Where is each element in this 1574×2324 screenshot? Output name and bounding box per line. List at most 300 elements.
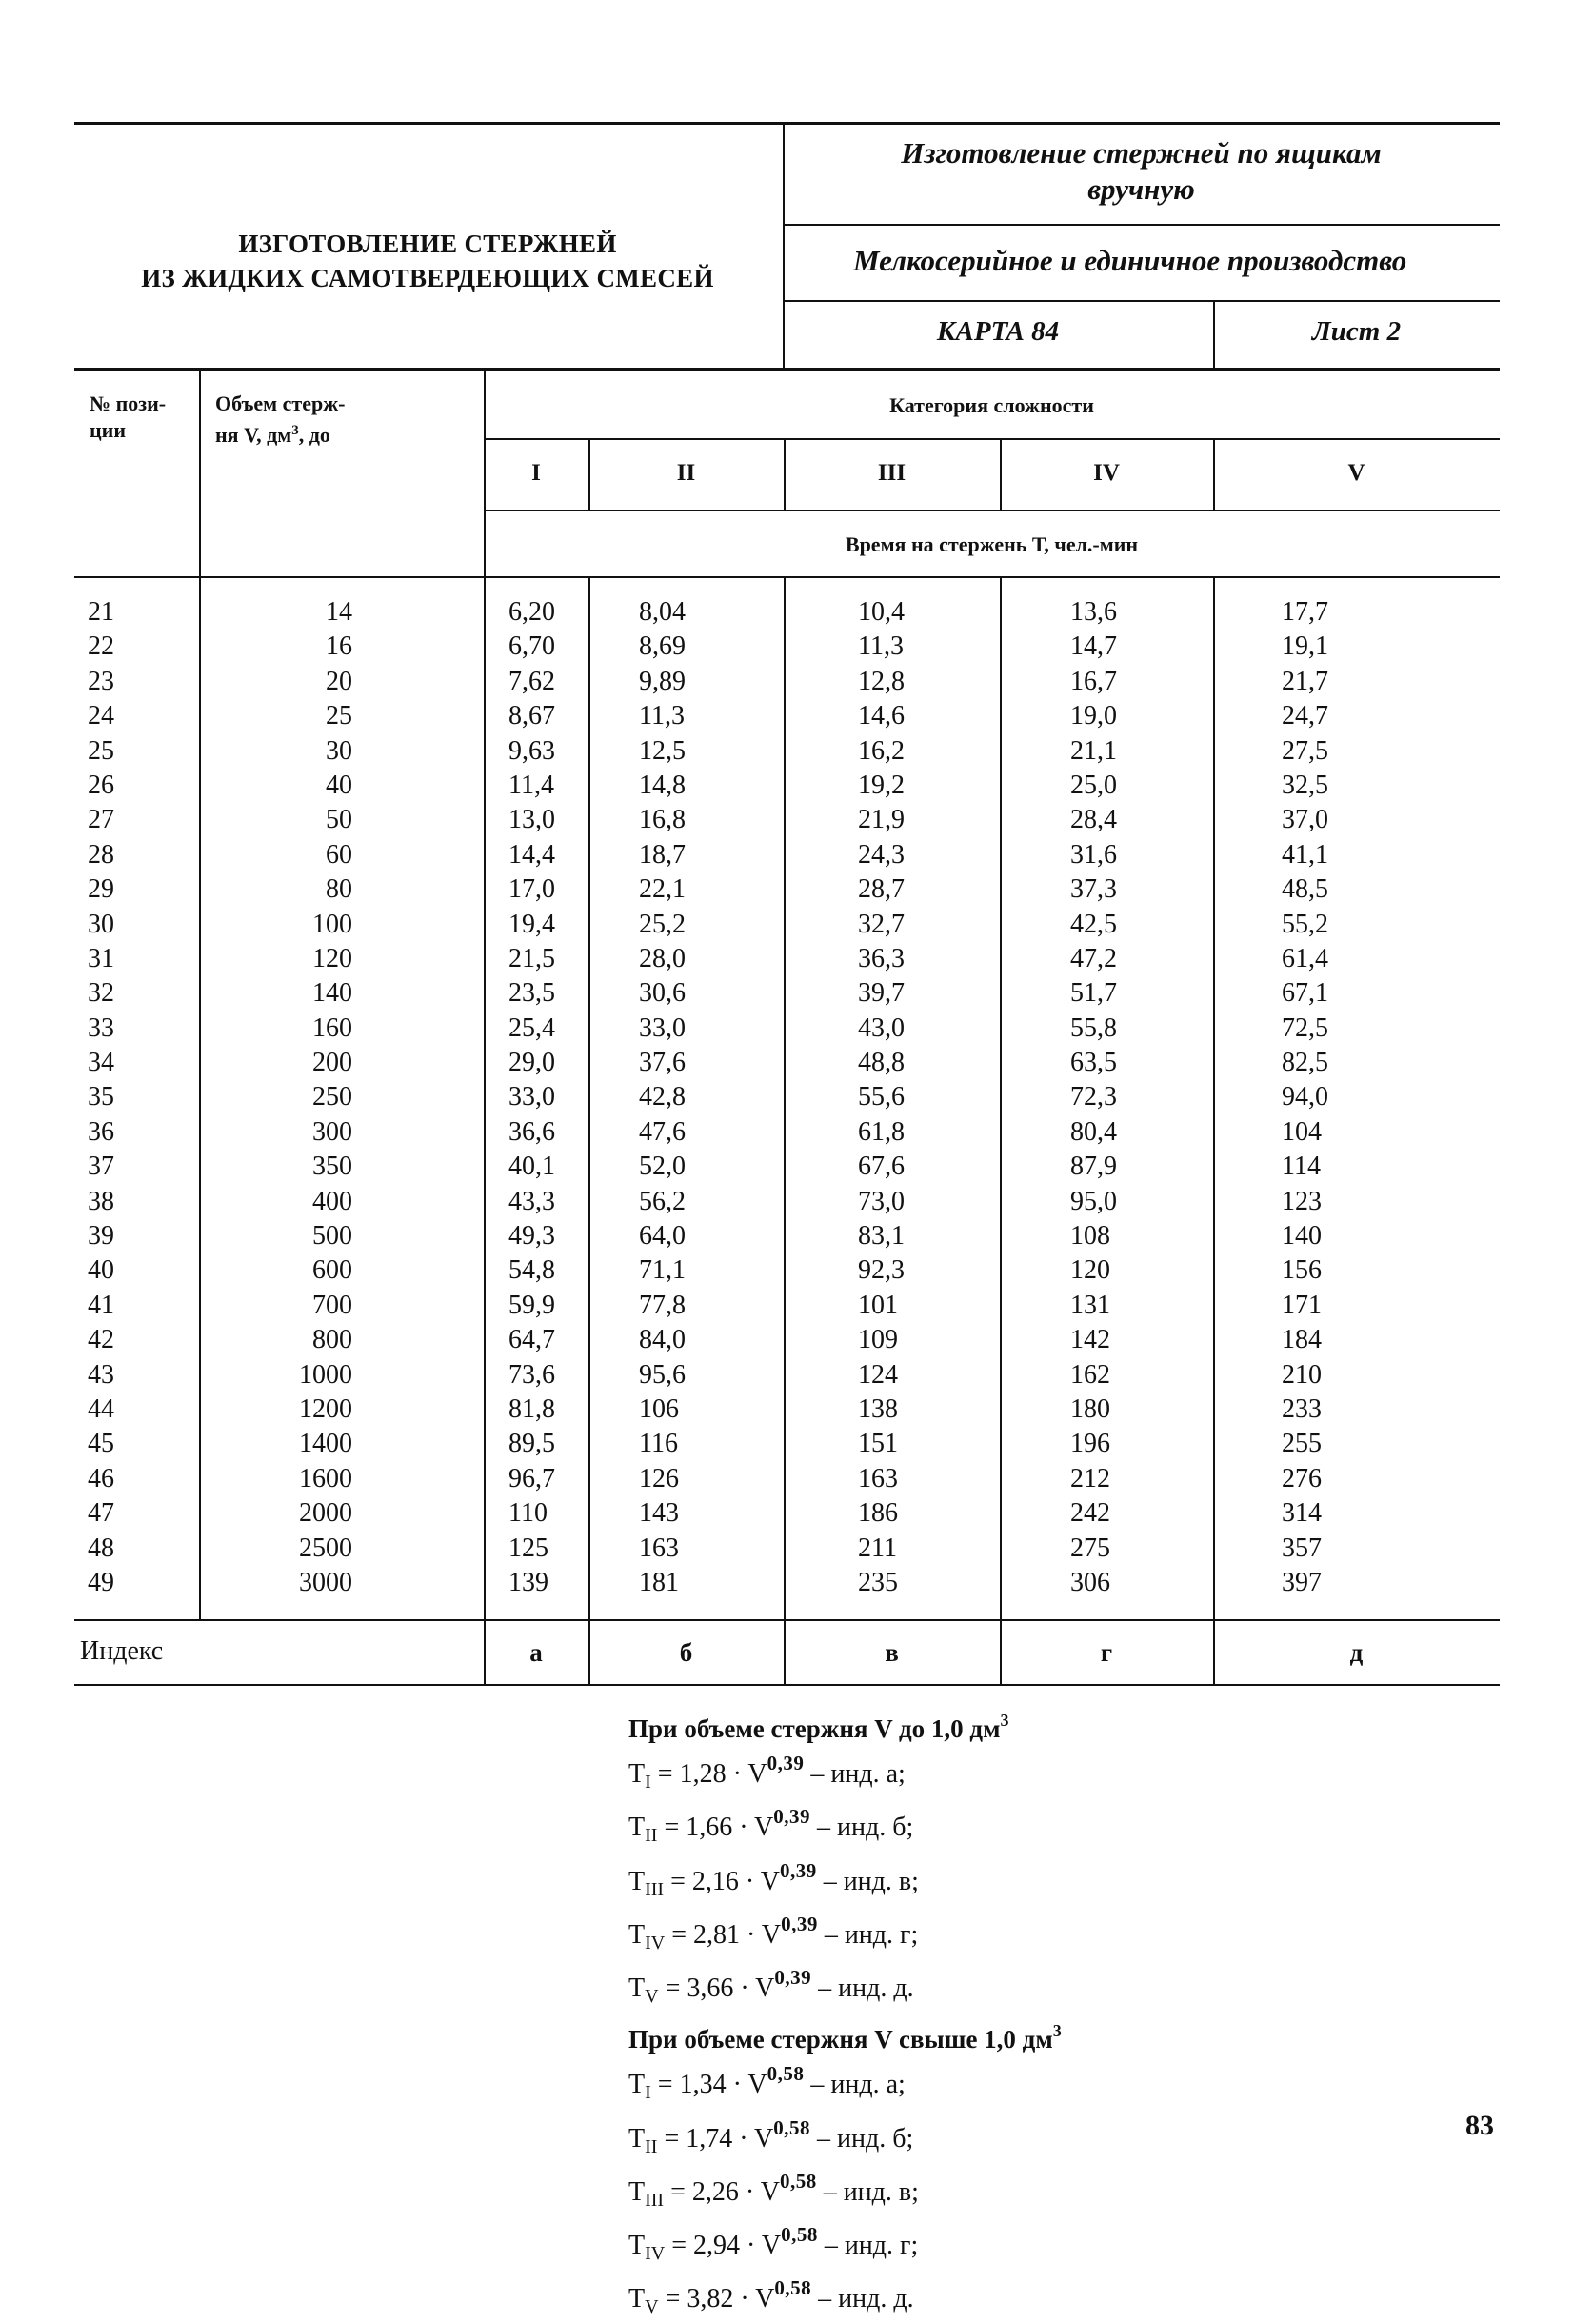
formula-exponent: 0,58 bbox=[781, 2223, 818, 2247]
category-label-5: V bbox=[1347, 460, 1365, 486]
volume-cell: 16 bbox=[326, 631, 352, 662]
formula-line bbox=[628, 1907, 1295, 1960]
formula-subscript: IV bbox=[645, 1932, 666, 1953]
index-label: Индекс bbox=[80, 1636, 164, 1666]
time-cell-I: 29,0 bbox=[508, 1048, 555, 1078]
volume-cell: 100 bbox=[312, 909, 352, 939]
formula-coefficient: = 1,66 · V bbox=[657, 1813, 774, 1843]
time-cell-IV: 162 bbox=[1070, 1359, 1110, 1390]
time-cell-III: 19,2 bbox=[858, 770, 905, 800]
formulas-header-large-text: При объеме стержня V свыше 1,0 дм bbox=[628, 2025, 1053, 2054]
formula-subscript: IV bbox=[645, 2243, 666, 2265]
volume-cell: 1600 bbox=[299, 1463, 352, 1493]
time-cell-V: 24,7 bbox=[1282, 701, 1328, 731]
time-cell-IV: 72,3 bbox=[1070, 1082, 1117, 1112]
time-cell-III: 55,6 bbox=[858, 1082, 905, 1112]
time-cell-II: 56,2 bbox=[639, 1186, 686, 1216]
time-cell-I: 14,4 bbox=[508, 839, 555, 870]
time-cell-V: 314 bbox=[1282, 1498, 1322, 1529]
time-cell-III: 24,3 bbox=[858, 839, 905, 870]
volume-cell: 700 bbox=[312, 1290, 352, 1320]
col-header-volume-line2 bbox=[215, 417, 346, 449]
time-cell-IV: 31,6 bbox=[1070, 839, 1117, 870]
volume-cell: 40 bbox=[326, 770, 352, 800]
time-cell-II: 71,1 bbox=[639, 1255, 686, 1286]
time-cell-I: 110 bbox=[508, 1498, 548, 1529]
time-cell-I: 33,0 bbox=[508, 1082, 555, 1112]
main-title-line2: ИЗ ЖИДКИХ САМОТВЕРДЕЮЩИХ СМЕСЕЙ bbox=[141, 264, 714, 292]
cat-III-column bbox=[858, 595, 953, 1600]
time-cell-IV: 28,4 bbox=[1070, 805, 1117, 835]
time-cell-I: 43,3 bbox=[508, 1186, 555, 1216]
position-cell: 43 bbox=[88, 1359, 114, 1390]
position-cell: 38 bbox=[88, 1186, 114, 1216]
time-cell-III: 138 bbox=[858, 1393, 898, 1424]
volume-cell: 160 bbox=[312, 1012, 352, 1043]
time-cell-V: 94,0 bbox=[1282, 1082, 1328, 1112]
time-cell-I: 139 bbox=[508, 1567, 548, 1597]
time-cell-III: 12,8 bbox=[858, 666, 905, 696]
volume-cell: 1000 bbox=[299, 1359, 352, 1390]
time-cell-II: 181 bbox=[639, 1567, 679, 1597]
formula-line bbox=[628, 2056, 1295, 2110]
formulas-header-large bbox=[628, 2013, 1295, 2056]
roman-rule bbox=[484, 510, 1500, 511]
col-divider-volume bbox=[484, 368, 486, 1684]
time-cell-I: 25,4 bbox=[508, 1012, 555, 1043]
index-value-4: г bbox=[1100, 1638, 1113, 1667]
formulas-header-small bbox=[628, 1703, 1295, 1746]
volume-cell: 250 bbox=[312, 1082, 352, 1112]
time-cell-V: 61,4 bbox=[1282, 943, 1328, 973]
position-cell: 24 bbox=[88, 701, 114, 731]
time-cell-IV: 180 bbox=[1070, 1393, 1110, 1424]
time-cell-II: 9,89 bbox=[639, 666, 686, 696]
time-cell-IV: 21,1 bbox=[1070, 735, 1117, 766]
formulas-header-large-sup: 3 bbox=[1052, 2021, 1062, 2041]
formulas-header-small-text: При объеме стержня V до 1,0 дм bbox=[628, 1714, 1001, 1743]
position-cell: 48 bbox=[88, 1533, 114, 1563]
time-cell-III: 101 bbox=[858, 1290, 898, 1320]
table-top-rule bbox=[74, 368, 1500, 371]
time-cell-I: 36,6 bbox=[508, 1116, 555, 1147]
formula-coefficient: = 3,66 · V bbox=[658, 1973, 775, 2004]
time-cell-III: 28,7 bbox=[858, 874, 905, 905]
position-cell: 31 bbox=[88, 943, 114, 973]
time-cell-I: 19,4 bbox=[508, 909, 555, 939]
time-cell-I: 17,0 bbox=[508, 874, 555, 905]
time-cell-V: 48,5 bbox=[1282, 874, 1328, 905]
formula-index: – инд. г; bbox=[817, 1919, 919, 1950]
time-cell-III: 32,7 bbox=[858, 909, 905, 939]
formula-subscript: II bbox=[645, 2135, 658, 2157]
formula-subscript: I bbox=[645, 1772, 651, 1793]
position-cell: 46 bbox=[88, 1463, 114, 1493]
position-cell: 37 bbox=[88, 1152, 114, 1182]
time-cell-V: 171 bbox=[1282, 1290, 1322, 1320]
position-cell: 34 bbox=[88, 1048, 114, 1078]
time-cell-V: 123 bbox=[1282, 1186, 1322, 1216]
col-header-position-line1: № пози- bbox=[90, 391, 167, 415]
volume-cell: 140 bbox=[312, 978, 352, 1009]
position-cell: 21 bbox=[88, 597, 114, 627]
index-value-3: в bbox=[885, 1638, 899, 1667]
time-cell-IV: 51,7 bbox=[1070, 978, 1117, 1009]
formula-line bbox=[628, 2271, 1295, 2324]
time-cell-V: 210 bbox=[1282, 1359, 1322, 1390]
formula-index: – инд. в; bbox=[816, 1866, 919, 1896]
time-cell-III: 163 bbox=[858, 1463, 898, 1493]
index-value-5: д bbox=[1349, 1638, 1364, 1667]
formula-line bbox=[628, 1853, 1295, 1907]
position-cell: 28 bbox=[88, 839, 114, 870]
time-cell-III: 109 bbox=[858, 1325, 898, 1355]
time-cell-II: 42,8 bbox=[639, 1082, 686, 1112]
volume-cell: 400 bbox=[312, 1186, 352, 1216]
time-cell-II: 47,6 bbox=[639, 1116, 686, 1147]
time-cell-I: 96,7 bbox=[508, 1463, 555, 1493]
card-number: КАРТА 84 bbox=[936, 316, 1060, 347]
formula-exponent: 0,58 bbox=[773, 2115, 811, 2139]
formula-line bbox=[628, 2111, 1295, 2164]
time-cell-I: 7,62 bbox=[508, 666, 555, 696]
cat-IV-column bbox=[1070, 595, 1166, 1600]
position-cell: 22 bbox=[88, 631, 114, 662]
time-cell-IV: 120 bbox=[1070, 1255, 1110, 1286]
time-cell-I: 11,4 bbox=[508, 770, 554, 800]
formulas-large-list bbox=[628, 2056, 1295, 2324]
time-cell-I: 23,5 bbox=[508, 978, 555, 1009]
formula-index: – инд. б; bbox=[810, 2123, 914, 2154]
position-cell: 25 bbox=[88, 735, 114, 766]
position-cell: 35 bbox=[88, 1082, 114, 1112]
time-cell-II: 8,04 bbox=[639, 597, 686, 627]
time-cell-IV: 25,0 bbox=[1070, 770, 1117, 800]
position-cell: 27 bbox=[88, 805, 114, 835]
time-cell-I: 9,63 bbox=[508, 735, 555, 766]
volume-cell: 1200 bbox=[299, 1393, 352, 1424]
time-cell-IV: 47,2 bbox=[1070, 943, 1117, 973]
time-cell-II: 84,0 bbox=[639, 1325, 686, 1355]
formula-exponent: 0,58 bbox=[779, 2169, 817, 2193]
formula-subscript: I bbox=[645, 2082, 651, 2104]
position-cell: 39 bbox=[88, 1221, 114, 1252]
time-cell-II: 14,8 bbox=[639, 770, 686, 800]
position-cell: 44 bbox=[88, 1393, 114, 1424]
time-cell-III: 10,4 bbox=[858, 597, 905, 627]
volume-cell: 1400 bbox=[299, 1429, 352, 1459]
time-cell-V: 21,7 bbox=[1282, 666, 1328, 696]
time-cell-I: 21,5 bbox=[508, 943, 555, 973]
time-cell-III: 48,8 bbox=[858, 1048, 905, 1078]
time-cell-V: 19,1 bbox=[1282, 631, 1328, 662]
volume-cell: 2000 bbox=[299, 1498, 352, 1529]
formula-subscript: V bbox=[645, 1986, 659, 2008]
volume-cell: 2500 bbox=[299, 1533, 352, 1563]
formula-line bbox=[628, 1746, 1295, 1799]
formula-exponent: 0,39 bbox=[773, 1805, 811, 1829]
time-cell-II: 18,7 bbox=[639, 839, 686, 870]
volume-cell: 600 bbox=[312, 1255, 352, 1286]
formula-exponent: 0,58 bbox=[767, 2062, 805, 2086]
time-cell-III: 43,0 bbox=[858, 1012, 905, 1043]
formula-symbol: T bbox=[628, 1759, 646, 1790]
time-cell-V: 184 bbox=[1282, 1325, 1322, 1355]
time-cell-III: 21,9 bbox=[858, 805, 905, 835]
formulas-block bbox=[628, 1703, 1295, 2324]
time-cell-IV: 108 bbox=[1070, 1221, 1110, 1252]
time-cell-V: 41,1 bbox=[1282, 839, 1328, 870]
formula-index: – инд. г; bbox=[817, 2231, 919, 2261]
formula-coefficient: = 1,34 · V bbox=[650, 2070, 767, 2100]
time-cell-IV: 142 bbox=[1070, 1325, 1110, 1355]
time-cell-III: 61,8 bbox=[858, 1116, 905, 1147]
time-cell-II: 37,6 bbox=[639, 1048, 686, 1078]
formula-symbol: T bbox=[628, 1813, 646, 1843]
time-cell-IV: 306 bbox=[1070, 1567, 1110, 1597]
formula-exponent: 0,39 bbox=[781, 1912, 818, 1935]
col-header-volume-unit: ня V, дм bbox=[215, 423, 292, 447]
header-rule-2 bbox=[783, 300, 1500, 302]
time-cell-IV: 63,5 bbox=[1070, 1048, 1117, 1078]
time-cell-II: 64,0 bbox=[639, 1221, 686, 1252]
formula-exponent: 0,39 bbox=[779, 1858, 817, 1882]
formula-line bbox=[628, 1960, 1295, 2013]
time-cell-IV: 275 bbox=[1070, 1533, 1110, 1563]
formula-index: – инд. д. bbox=[811, 2284, 914, 2314]
formula-line bbox=[628, 1799, 1295, 1853]
formulas-small-list bbox=[628, 1746, 1295, 2013]
col-divider-I-body bbox=[588, 576, 590, 1684]
col-header-volume-line1: Объем стерж- bbox=[215, 391, 346, 415]
formula-coefficient: = 1,74 · V bbox=[657, 2123, 774, 2154]
col-divider-IV-body bbox=[1213, 576, 1215, 1684]
volume-cell: 25 bbox=[326, 701, 352, 731]
time-cell-V: 233 bbox=[1282, 1393, 1322, 1424]
time-cell-I: 54,8 bbox=[508, 1255, 555, 1286]
time-cell-III: 16,2 bbox=[858, 735, 905, 766]
time-cell-I: 49,3 bbox=[508, 1221, 555, 1252]
cat-V-column bbox=[1282, 595, 1377, 1600]
time-cell-II: 116 bbox=[639, 1429, 678, 1459]
time-cell-III: 67,6 bbox=[858, 1152, 905, 1182]
volume-cell: 300 bbox=[312, 1116, 352, 1147]
position-cell: 23 bbox=[88, 666, 114, 696]
production-type: Мелкосерийное и единичное производство bbox=[853, 244, 1407, 277]
formula-symbol: T bbox=[628, 1919, 646, 1950]
formula-exponent: 0,39 bbox=[767, 1752, 805, 1775]
time-cell-I: 6,20 bbox=[508, 597, 555, 627]
time-cell-II: 106 bbox=[639, 1393, 679, 1424]
category-header: Категория сложности bbox=[889, 393, 1094, 417]
time-cell-V: 156 bbox=[1282, 1255, 1322, 1286]
formula-index: – инд. а; bbox=[804, 2070, 906, 2100]
position-cell: 49 bbox=[88, 1567, 114, 1597]
process-title bbox=[783, 135, 1500, 208]
time-cell-III: 83,1 bbox=[858, 1221, 905, 1252]
time-cell-V: 67,1 bbox=[1282, 978, 1328, 1009]
formula-symbol: T bbox=[628, 2123, 646, 2154]
formula-index: – инд. д. bbox=[811, 1973, 914, 2004]
position-cell: 30 bbox=[88, 909, 114, 939]
category-rule bbox=[484, 438, 1500, 440]
time-cell-IV: 14,7 bbox=[1070, 631, 1117, 662]
time-cell-I: 73,6 bbox=[508, 1359, 555, 1390]
formula-symbol: T bbox=[628, 2284, 646, 2314]
col-divider-II-body bbox=[784, 576, 786, 1684]
time-cell-II: 52,0 bbox=[639, 1152, 686, 1182]
time-cell-IV: 13,6 bbox=[1070, 597, 1117, 627]
formula-coefficient: = 1,28 · V bbox=[650, 1759, 767, 1790]
time-cell-II: 126 bbox=[639, 1463, 679, 1493]
time-cell-III: 39,7 bbox=[858, 978, 905, 1009]
col-header-position-line2: ции bbox=[90, 418, 127, 442]
top-rule bbox=[74, 122, 1500, 125]
time-cell-III: 92,3 bbox=[858, 1255, 905, 1286]
time-cell-II: 12,5 bbox=[639, 735, 686, 766]
position-cell: 47 bbox=[88, 1498, 114, 1529]
time-cell-I: 81,8 bbox=[508, 1393, 555, 1424]
time-cell-I: 8,67 bbox=[508, 701, 555, 731]
time-cell-I: 6,70 bbox=[508, 631, 555, 662]
time-cell-II: 77,8 bbox=[639, 1290, 686, 1320]
time-cell-II: 8,69 bbox=[639, 631, 686, 662]
formula-coefficient: = 2,81 · V bbox=[665, 1919, 782, 1950]
formula-coefficient: = 2,94 · V bbox=[665, 2231, 782, 2261]
time-cell-III: 14,6 bbox=[858, 701, 905, 731]
formula-subscript: II bbox=[645, 1825, 658, 1847]
process-title-line2: вручную bbox=[1087, 172, 1195, 206]
position-cell: 33 bbox=[88, 1012, 114, 1043]
volume-cell: 80 bbox=[326, 874, 352, 905]
category-label-3: III bbox=[877, 460, 907, 486]
volume-cell: 120 bbox=[312, 943, 352, 973]
position-cell: 32 bbox=[88, 978, 114, 1009]
time-cell-V: 276 bbox=[1282, 1463, 1322, 1493]
position-cell: 26 bbox=[88, 770, 114, 800]
main-title-line1: ИЗГОТОВЛЕНИЕ СТЕРЖНЕЙ bbox=[238, 230, 617, 258]
volume-cell: 200 bbox=[312, 1048, 352, 1078]
volumes-column bbox=[267, 595, 352, 1600]
index-value-2: б bbox=[679, 1638, 693, 1667]
time-cell-V: 72,5 bbox=[1282, 1012, 1328, 1043]
time-cell-II: 95,6 bbox=[639, 1359, 686, 1390]
time-cell-III: 36,3 bbox=[858, 943, 905, 973]
time-cell-IV: 16,7 bbox=[1070, 666, 1117, 696]
formula-symbol: T bbox=[628, 1973, 646, 2004]
main-title bbox=[74, 227, 781, 295]
col-divider-position bbox=[199, 368, 201, 1619]
time-cell-II: 30,6 bbox=[639, 978, 686, 1009]
formula-subscript: V bbox=[645, 2296, 659, 2318]
time-cell-II: 143 bbox=[639, 1498, 679, 1529]
col-header-volume-unit-sup: 3 bbox=[291, 423, 299, 438]
time-cell-IV: 95,0 bbox=[1070, 1186, 1117, 1216]
time-cell-IV: 80,4 bbox=[1070, 1116, 1117, 1147]
time-cell-I: 89,5 bbox=[508, 1429, 555, 1459]
volume-cell: 3000 bbox=[299, 1567, 352, 1597]
col-divider-III-body bbox=[1000, 576, 1002, 1684]
time-cell-V: 357 bbox=[1282, 1533, 1322, 1563]
time-cell-IV: 242 bbox=[1070, 1498, 1110, 1529]
position-cell: 41 bbox=[88, 1290, 114, 1320]
cat-I-column bbox=[508, 595, 585, 1600]
index-value-1: а bbox=[529, 1638, 543, 1667]
position-cell: 36 bbox=[88, 1116, 114, 1147]
formula-coefficient: = 2,26 · V bbox=[664, 2176, 780, 2207]
formula-exponent: 0,39 bbox=[774, 1966, 812, 1990]
time-cell-IV: 87,9 bbox=[1070, 1152, 1117, 1182]
time-cell-IV: 42,5 bbox=[1070, 909, 1117, 939]
col-header-volume bbox=[215, 391, 346, 449]
time-cell-V: 27,5 bbox=[1282, 735, 1328, 766]
col-header-position bbox=[90, 391, 166, 444]
formula-coefficient: = 3,82 · V bbox=[658, 2284, 775, 2314]
formula-index: – инд. б; bbox=[810, 1813, 914, 1843]
time-cell-III: 186 bbox=[858, 1498, 898, 1529]
time-cell-II: 163 bbox=[639, 1533, 679, 1563]
time-cell-I: 125 bbox=[508, 1533, 548, 1563]
volume-cell: 60 bbox=[326, 839, 352, 870]
time-cell-III: 151 bbox=[858, 1429, 898, 1459]
time-cell-II: 22,1 bbox=[639, 874, 686, 905]
volume-cell: 50 bbox=[326, 805, 352, 835]
time-header: Время на стержень Т, чел.-мин bbox=[845, 532, 1139, 556]
time-cell-IV: 196 bbox=[1070, 1429, 1110, 1459]
time-cell-V: 104 bbox=[1282, 1116, 1322, 1147]
time-cell-III: 11,3 bbox=[858, 631, 904, 662]
time-cell-V: 37,0 bbox=[1282, 805, 1328, 835]
volume-cell: 500 bbox=[312, 1221, 352, 1252]
time-cell-I: 13,0 bbox=[508, 805, 555, 835]
time-cell-I: 64,7 bbox=[508, 1325, 555, 1355]
time-cell-II: 16,8 bbox=[639, 805, 686, 835]
formula-index: – инд. в; bbox=[816, 2176, 919, 2207]
formula-symbol: T bbox=[628, 1866, 646, 1896]
time-cell-V: 32,5 bbox=[1282, 770, 1328, 800]
time-cell-V: 255 bbox=[1282, 1429, 1322, 1459]
formula-coefficient: = 2,16 · V bbox=[664, 1866, 780, 1896]
formula-symbol: T bbox=[628, 2231, 646, 2261]
time-cell-III: 73,0 bbox=[858, 1186, 905, 1216]
index-top-rule bbox=[74, 1619, 1500, 1621]
positions-column bbox=[88, 595, 173, 1600]
index-bottom-rule bbox=[74, 1684, 1500, 1686]
time-cell-V: 140 bbox=[1282, 1221, 1322, 1252]
volume-cell: 14 bbox=[326, 597, 352, 627]
time-cell-III: 235 bbox=[858, 1567, 898, 1597]
time-cell-IV: 212 bbox=[1070, 1463, 1110, 1493]
cat-II-column bbox=[639, 595, 734, 1600]
position-cell: 45 bbox=[88, 1429, 114, 1459]
time-cell-II: 11,3 bbox=[639, 701, 685, 731]
category-label-1: I bbox=[531, 460, 541, 486]
time-cell-I: 40,1 bbox=[508, 1152, 555, 1182]
page-number: 83 bbox=[1465, 2110, 1494, 2141]
time-cell-III: 211 bbox=[858, 1533, 897, 1563]
time-cell-IV: 19,0 bbox=[1070, 701, 1117, 731]
position-cell: 29 bbox=[88, 874, 114, 905]
time-cell-III: 124 bbox=[858, 1359, 898, 1390]
time-cell-II: 33,0 bbox=[639, 1012, 686, 1043]
time-cell-I: 59,9 bbox=[508, 1290, 555, 1320]
col-header-volume-suffix: , до bbox=[298, 423, 330, 447]
time-cell-V: 397 bbox=[1282, 1567, 1322, 1597]
formula-subscript: III bbox=[645, 1878, 665, 1900]
formula-exponent: 0,58 bbox=[774, 2276, 812, 2300]
time-cell-V: 17,7 bbox=[1282, 597, 1328, 627]
time-cell-IV: 131 bbox=[1070, 1290, 1110, 1320]
